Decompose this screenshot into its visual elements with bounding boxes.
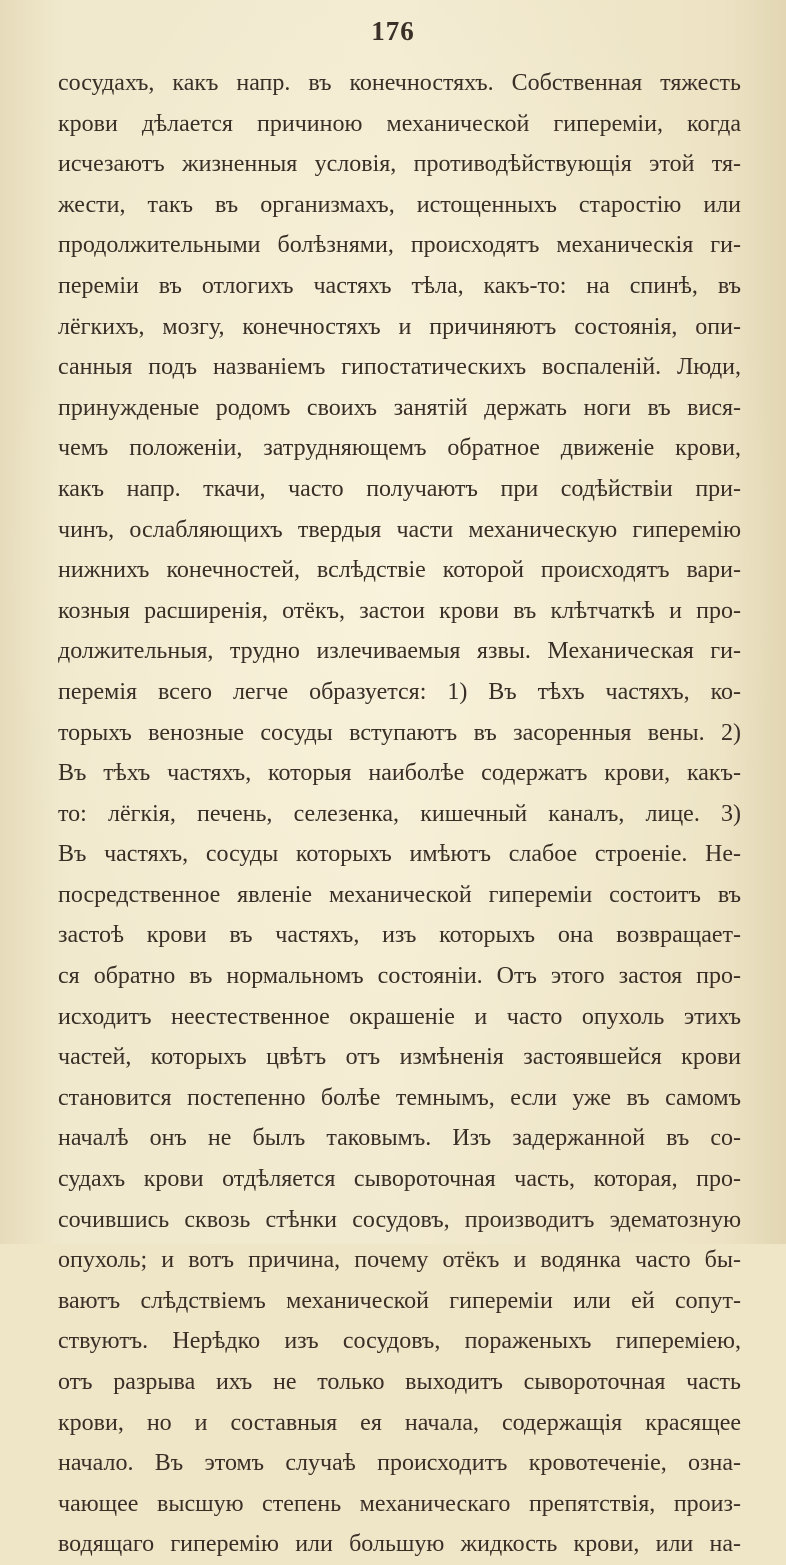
text-line: частей, которыхъ цвѣтъ отъ измѣненія застоявшейся крови: [58, 1044, 741, 1071]
text-line: крови, но и составныя ея начала, содержащія красящее: [58, 1409, 741, 1436]
text-line: переміи въ отлогихъ частяхъ тѣла, какъ-то: на спинѣ, въ: [58, 272, 741, 299]
text-line: чающее высшую степень механическаго препятствія, произ-: [58, 1490, 741, 1517]
text-line: исходитъ неестественное окрашеніе и часто опухоль этихъ: [58, 1003, 741, 1030]
text-line: ваютъ слѣдствіемъ механической гипереміи или ей сопут-: [58, 1287, 741, 1314]
text-line: сосудахъ, какъ напр. въ конечностяхъ. Собственная тяжесть: [58, 70, 741, 96]
text-line: опухоль; и вотъ причина, почему отёкъ и водянка часто бы-: [58, 1247, 741, 1274]
text-line: то: лёгкія, печень, селезенка, кишечный каналъ, лице. 3): [58, 800, 741, 827]
text-line: посредственное явленіе механической гипереміи состоитъ въ: [58, 881, 741, 908]
text-line: исчезаютъ жизненныя условія, противодѣйствующія этой тя-: [58, 151, 741, 178]
text-line: отъ разрыва ихъ не только выходитъ сывороточная часть: [58, 1369, 741, 1395]
text-line: лёгкихъ, мозгу, конечностяхъ и причиняютъ состоянія, опи-: [58, 313, 741, 340]
text-line: застоѣ крови въ частяхъ, изъ которыхъ она возвращает-: [58, 922, 741, 949]
text-line: ствуютъ. Нерѣдко изъ сосудовъ, пораженыхъ гипереміею,: [58, 1328, 741, 1355]
text-line: сочившись сквозь стѣнки сосудовъ, производитъ эдематозную: [58, 1206, 741, 1233]
body-text: [58, 63, 741, 1565]
text-line: должительныя, трудно излечиваемыя язвы. Механическая ги-: [58, 638, 741, 665]
page-number: 176: [371, 16, 415, 46]
text-line: нижнихъ конечностей, вслѣдствіе которой происходятъ вари-: [58, 557, 741, 584]
text-line: продолжительными болѣзнями, происходятъ механическія ги-: [58, 232, 741, 259]
text-line: перемія всего легче образуется: 1) Въ тѣхъ частяхъ, ко-: [58, 678, 741, 705]
text-line: водящаго гиперемію или большую жидкость крови, или на-: [58, 1531, 741, 1558]
text-line: козныя расширенія, отёкъ, застои крови въ клѣтчаткѣ и про-: [58, 597, 741, 624]
text-line: торыхъ венозные сосуды вступаютъ въ засоренныя вены. 2): [58, 719, 741, 746]
text-line: крови дѣлается причиною механической гипереміи, когда: [58, 110, 741, 137]
text-line: началѣ онъ не былъ таковымъ. Изъ задержанной въ со-: [58, 1125, 741, 1152]
text-line: ся обратно въ нормальномъ состояніи. Отъ этого застоя про-: [58, 963, 741, 990]
text-line: Въ частяхъ, сосуды которыхъ имѣютъ слабое строеніе. Не-: [58, 841, 741, 868]
text-line: становится постепенно болѣе темнымъ, если уже въ самомъ: [58, 1084, 741, 1111]
text-line: Въ тѣхъ частяхъ, которыя наиболѣе содержатъ крови, какъ-: [58, 760, 741, 787]
text-line: какъ напр. ткачи, часто получаютъ при содѣйствіи при-: [58, 475, 741, 502]
text-line: жести, такъ въ организмахъ, истощенныхъ старостію или: [58, 191, 741, 218]
text-line: санныя подъ названіемъ гипостатическихъ воспаленій. Люди,: [58, 354, 741, 381]
text-line: начало. Въ этомъ случаѣ происходитъ кровотеченіе, озна-: [58, 1450, 741, 1477]
text-line: судахъ крови отдѣляется сывороточная часть, которая, про-: [58, 1166, 741, 1193]
text-line: чинъ, ослабляющихъ твердыя части механическую гиперемію: [58, 516, 741, 543]
text-line: принужденые родомъ своихъ занятій держать ноги въ вися-: [58, 394, 741, 421]
text-line: чемъ положеніи, затрудняющемъ обратное движеніе крови,: [58, 435, 741, 462]
